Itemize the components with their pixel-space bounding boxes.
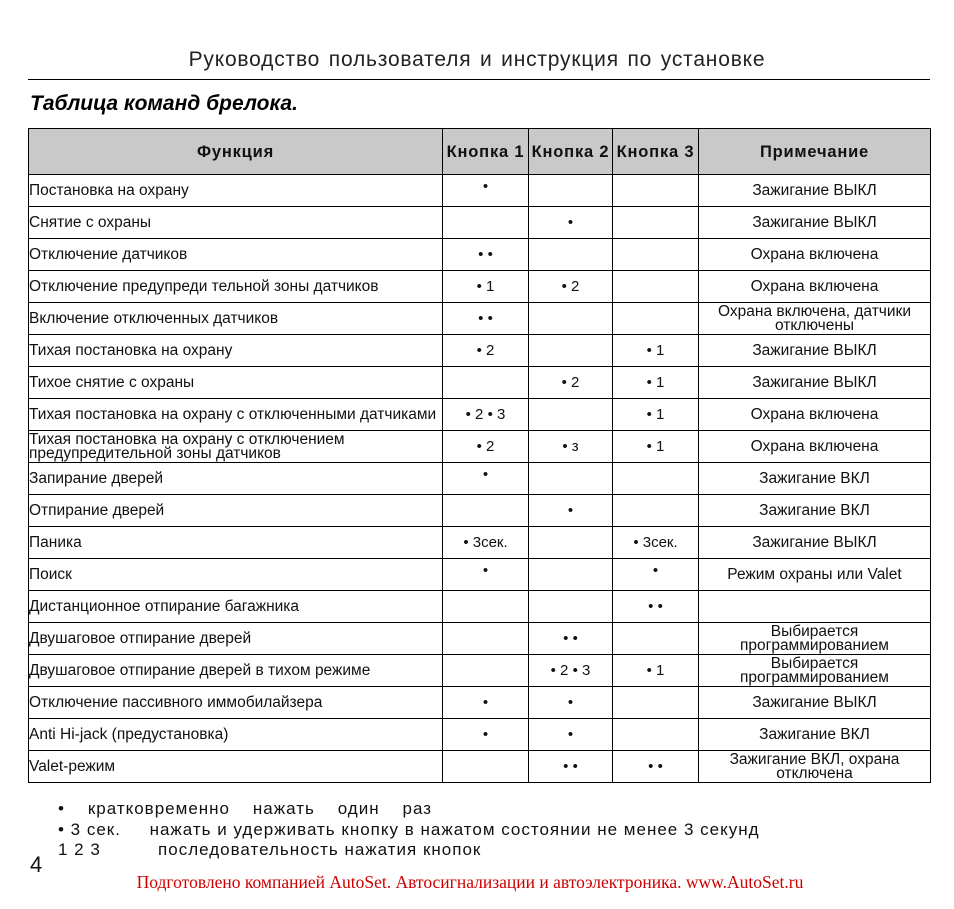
button-1-cell: • •	[443, 239, 529, 271]
button-1-cell	[443, 623, 529, 655]
note-cell: Охрана включена, датчики отключены	[699, 303, 931, 335]
button-1-cell: • 3сек.	[443, 527, 529, 559]
column-header-function: Функция	[29, 129, 443, 175]
note-cell: Зажигание ВЫКЛ	[699, 687, 931, 719]
button-3-cell: • 1	[613, 431, 699, 463]
note-cell: Зажигание ВЫКЛ	[699, 335, 931, 367]
legend-short-press: • кратковременно нажать один раз	[58, 799, 433, 818]
note-cell: Охрана включена	[699, 399, 931, 431]
button-2-cell: • з	[529, 431, 613, 463]
function-cell: Valet-режим	[29, 751, 443, 783]
button-2-cell	[529, 175, 613, 207]
button-2-cell: •	[529, 207, 613, 239]
button-3-cell	[613, 207, 699, 239]
note-cell: Зажигание ВЫКЛ	[699, 527, 931, 559]
button-1-cell: •	[443, 719, 529, 751]
column-header-button-3: Кнопка 3	[613, 129, 699, 175]
button-2-cell	[529, 591, 613, 623]
table-row	[29, 495, 931, 527]
button-2-cell	[529, 239, 613, 271]
function-cell: Двушаговое отпирание дверей	[29, 623, 443, 655]
button-3-cell	[613, 495, 699, 527]
button-1-cell	[443, 559, 529, 591]
button-3-cell: • 1	[613, 655, 699, 687]
note-cell: Зажигание ВКЛ	[699, 463, 931, 495]
function-cell: Тихая постановка на охрану	[29, 335, 443, 367]
button-1-cell: • 2 • 3	[443, 399, 529, 431]
section-title: Таблица команд брелока.	[30, 92, 298, 115]
note-cell	[699, 591, 931, 623]
button-3-cell	[613, 559, 699, 591]
note-cell: Охрана включена	[699, 431, 931, 463]
table-row	[29, 239, 931, 271]
table-row	[29, 399, 931, 431]
table-row	[29, 463, 931, 495]
button-3-cell: • 1	[613, 399, 699, 431]
function-cell: Тихая постановка на охрану с отключением предупредительной зоны датчиков	[29, 431, 443, 463]
note-cell: Зажигание ВКЛ, охрана отключена	[699, 751, 931, 783]
button-2-cell	[529, 527, 613, 559]
note-cell: Охрана включена	[699, 239, 931, 271]
button-3-cell	[613, 623, 699, 655]
legend-hold-3sec: • 3 сек. нажать и удерживать кнопку в нажатом состоянии не менее 3 секунд	[58, 820, 760, 839]
button-3-cell: • •	[613, 751, 699, 783]
button-2-cell: •	[529, 495, 613, 527]
button-2-cell	[529, 335, 613, 367]
button-1-cell	[443, 175, 529, 207]
function-cell: Включение отключенных датчиков	[29, 303, 443, 335]
button-1-cell	[443, 463, 529, 495]
table-row	[29, 655, 931, 687]
function-cell: Тихое снятие с охраны	[29, 367, 443, 399]
function-cell: Запирание дверей	[29, 463, 443, 495]
table-row	[29, 687, 931, 719]
button-2-cell: •	[529, 687, 613, 719]
button-1-cell: • 2	[443, 335, 529, 367]
button-1-cell-mark: •	[482, 562, 489, 579]
function-cell: Постановка на охрану	[29, 175, 443, 207]
button-2-cell: • •	[529, 751, 613, 783]
note-cell: Режим охраны или Valet	[699, 559, 931, 591]
note-cell: Зажигание ВКЛ	[699, 495, 931, 527]
button-1-cell-mark: •	[482, 466, 489, 483]
button-2-cell: • 2	[529, 271, 613, 303]
function-cell: Дистанционное отпирание багажника	[29, 591, 443, 623]
button-3-cell: • 1	[613, 335, 699, 367]
table-row	[29, 559, 931, 591]
button-3-cell: • 3сек.	[613, 527, 699, 559]
button-3-cell: • •	[613, 591, 699, 623]
note-cell: Выбирается программированием	[699, 655, 931, 687]
function-cell: Паника	[29, 527, 443, 559]
table-row	[29, 719, 931, 751]
button-3-cell	[613, 175, 699, 207]
button-1-cell	[443, 495, 529, 527]
function-cell: Anti Hi-jack (предустановка)	[29, 719, 443, 751]
table-row	[29, 335, 931, 367]
button-2-cell: • •	[529, 623, 613, 655]
table-row	[29, 751, 931, 783]
note-cell: Выбирается программированием	[699, 623, 931, 655]
button-3-cell	[613, 271, 699, 303]
button-1-cell	[443, 751, 529, 783]
table-header-row	[29, 129, 931, 175]
note-cell: Зажигание ВКЛ	[699, 719, 931, 751]
table-row	[29, 527, 931, 559]
button-1-cell	[443, 207, 529, 239]
button-1-cell: •	[443, 687, 529, 719]
button-3-cell	[613, 239, 699, 271]
legend-sequence: 1 2 3 последовательность нажатия кнопок	[58, 840, 482, 859]
button-1-cell	[443, 655, 529, 687]
function-cell: Отключение предупреди тельной зоны датчиков	[29, 271, 443, 303]
button-2-cell: • 2	[529, 367, 613, 399]
table-row	[29, 271, 931, 303]
column-header-button-1: Кнопка 1	[443, 129, 529, 175]
header-divider	[28, 79, 930, 80]
button-3-cell	[613, 303, 699, 335]
button-3-cell	[613, 719, 699, 751]
note-cell: Зажигание ВЫКЛ	[699, 367, 931, 399]
footer-credit: Подготовлено компанией AutoSet. Автосигнализации и автоэлектроника. www.AutoSet.ru	[136, 872, 804, 892]
button-2-cell: •	[529, 719, 613, 751]
column-header-button-2: Кнопка 2	[529, 129, 613, 175]
command-table	[28, 128, 931, 783]
button-3-cell: • 1	[613, 367, 699, 399]
table-row	[29, 591, 931, 623]
button-2-cell	[529, 399, 613, 431]
function-cell: Поиск	[29, 559, 443, 591]
button-2-cell	[529, 463, 613, 495]
button-3-cell	[613, 687, 699, 719]
button-1-cell: • •	[443, 303, 529, 335]
page-header-title: Руководство пользователя и инструкция по установке	[188, 48, 766, 71]
button-1-cell: • 2	[443, 431, 529, 463]
page-number: 4	[30, 852, 43, 877]
button-2-cell	[529, 303, 613, 335]
function-cell: Отключение датчиков	[29, 239, 443, 271]
button-1-cell: • 1	[443, 271, 529, 303]
table-row	[29, 367, 931, 399]
button-1-cell	[443, 367, 529, 399]
table-row	[29, 303, 931, 335]
table-row	[29, 431, 931, 463]
table-row	[29, 175, 931, 207]
button-2-cell: • 2 • 3	[529, 655, 613, 687]
table-row	[29, 623, 931, 655]
button-1-cell-mark: •	[482, 178, 489, 195]
column-header-note: Примечание	[699, 129, 931, 175]
table-row	[29, 207, 931, 239]
note-cell: Охрана включена	[699, 271, 931, 303]
function-cell: Снятие с охраны	[29, 207, 443, 239]
button-3-cell	[613, 463, 699, 495]
button-3-cell-mark: •	[652, 562, 659, 579]
button-2-cell	[529, 559, 613, 591]
function-cell: Двушаговое отпирание дверей в тихом режиме	[29, 655, 443, 687]
note-cell: Зажигание ВЫКЛ	[699, 207, 931, 239]
function-cell: Тихая постановка на охрану с отключенными датчиками	[29, 399, 443, 431]
button-1-cell	[443, 591, 529, 623]
function-cell: Отключение пассивного иммобилайзера	[29, 687, 443, 719]
note-cell: Зажигание ВЫКЛ	[699, 175, 931, 207]
function-cell: Отпирание дверей	[29, 495, 443, 527]
